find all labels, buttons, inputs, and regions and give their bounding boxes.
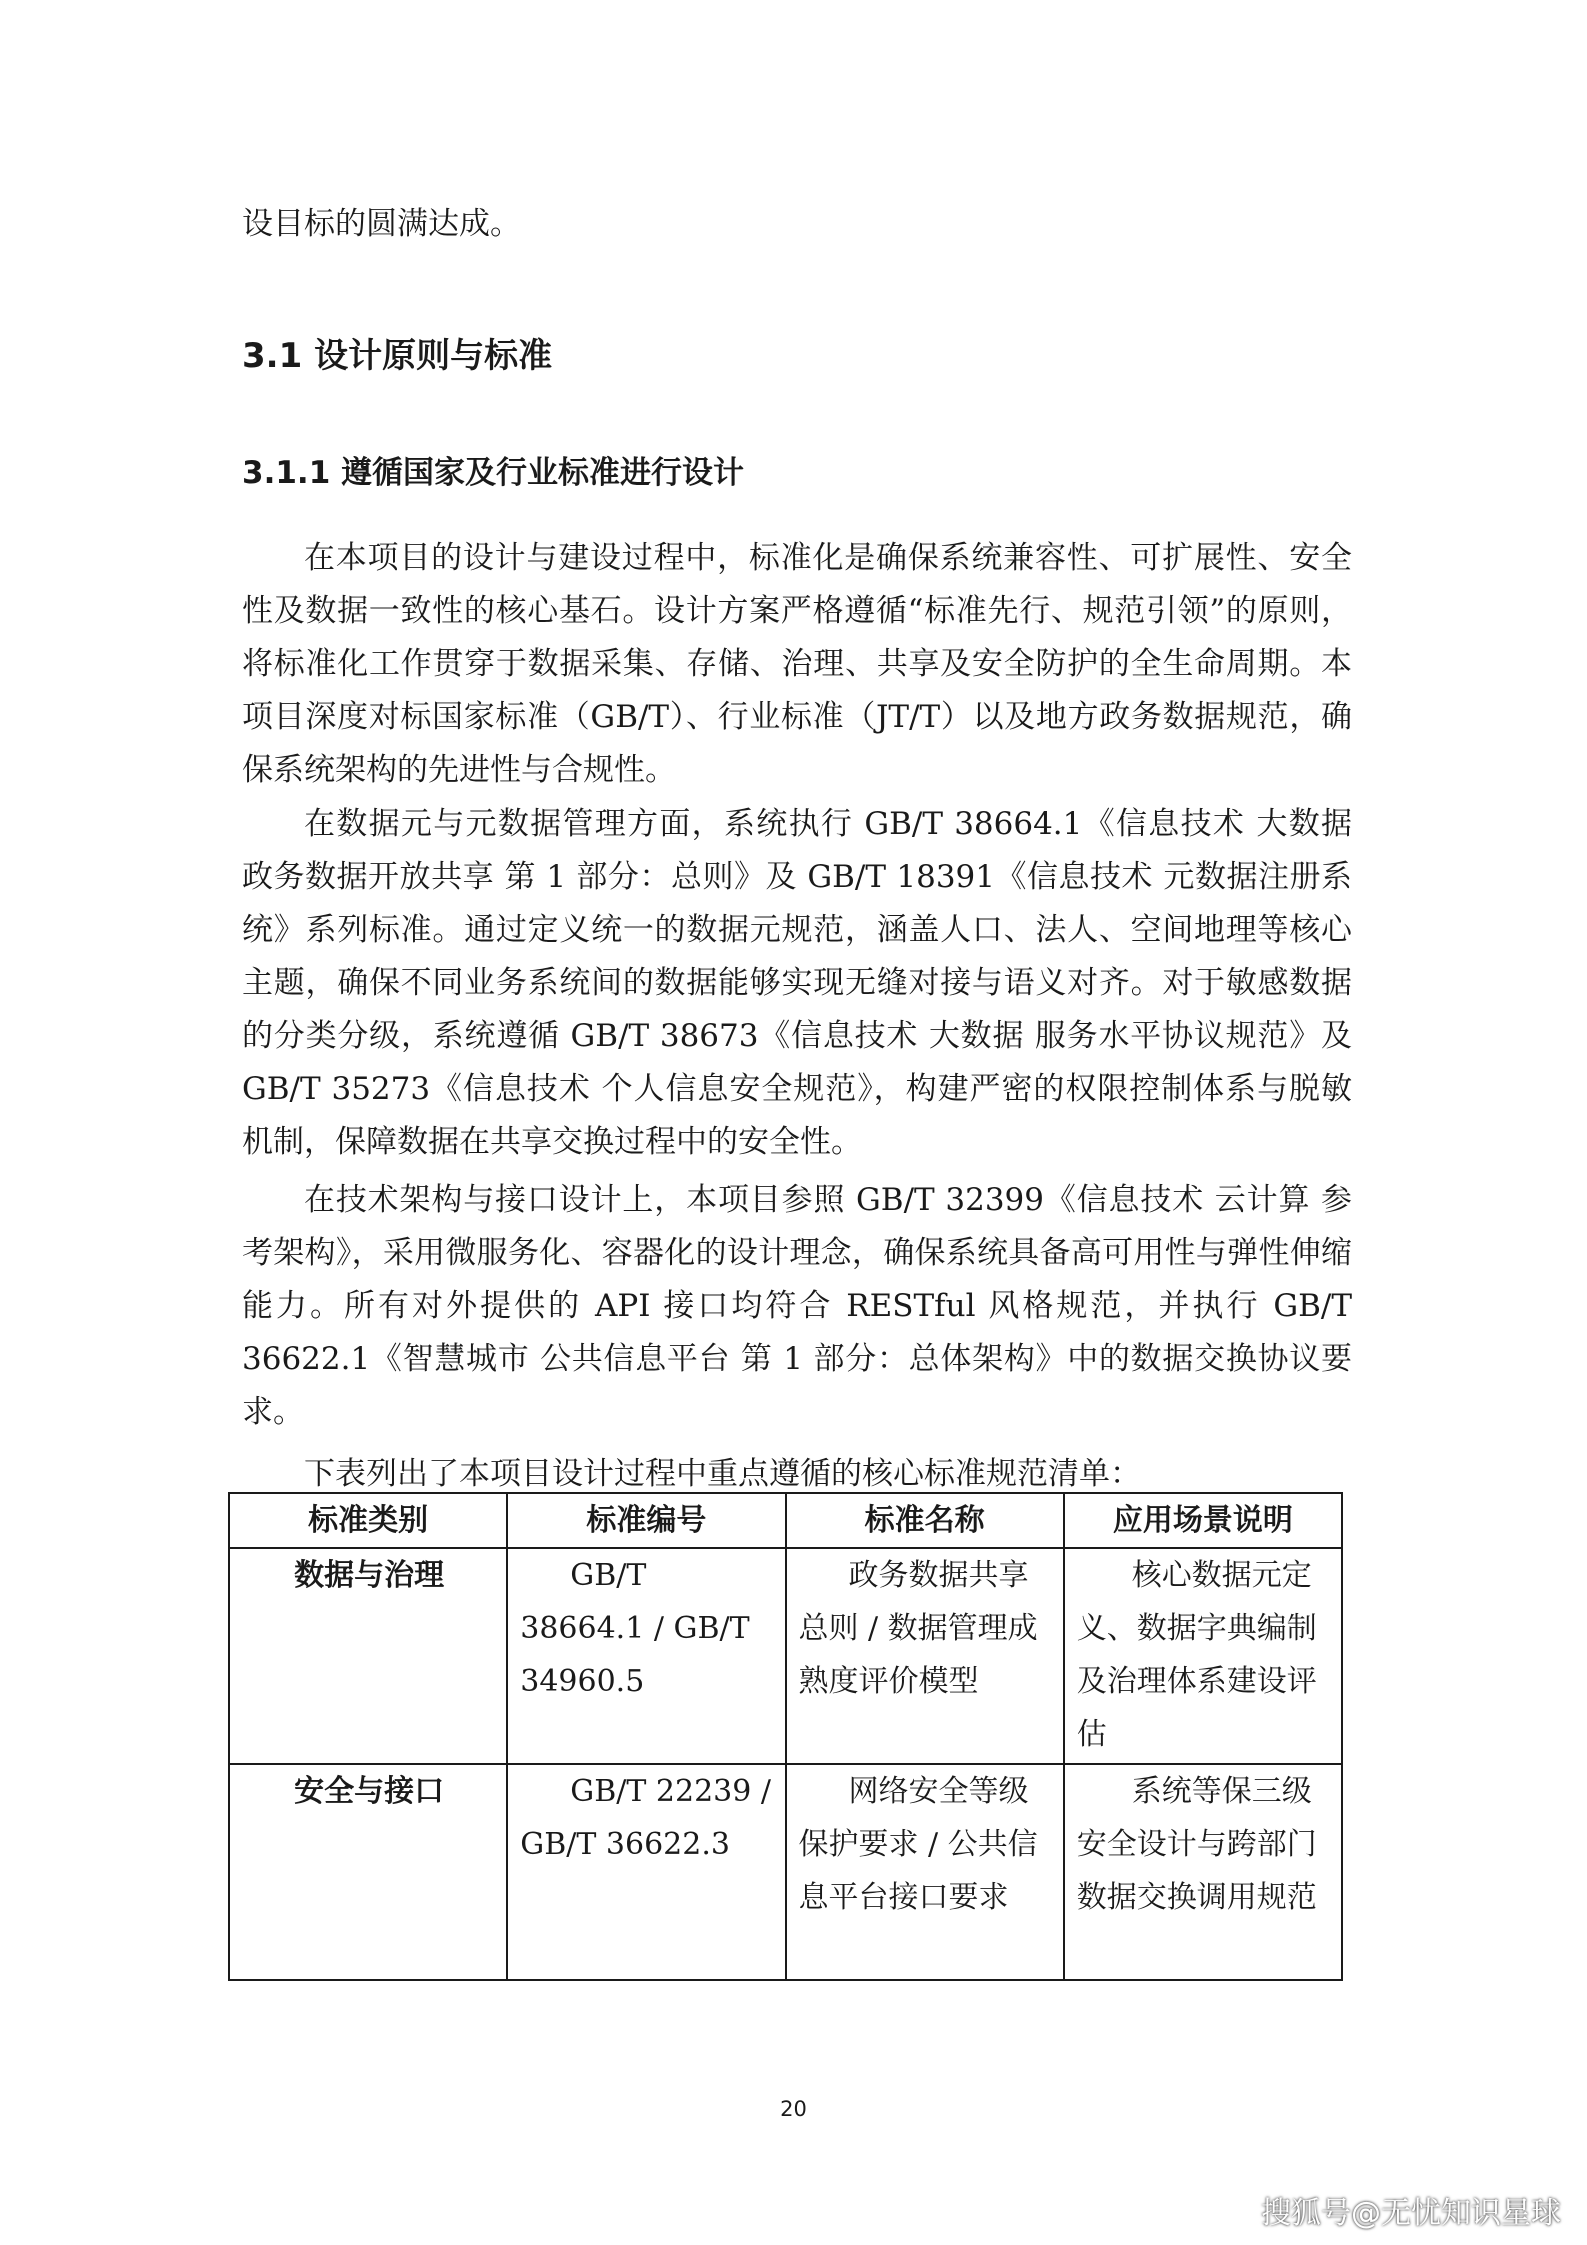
paragraph-3: 在技术架构与接口设计上，本项目参照 GB/T 32399《信息技术 云计算 参考架构》，采用微服务化、容器化的设计理念，确保系统具备高可用性与弹性伸缩能力。所有对外提供的 API 接口均符合 RESTful 风格规范，并执行 GB/T 36622.1《智慧城市 公共信息平台 第 1 部分：总体架构》中的数据交换协议要求。 [242,1182,1352,1430]
table-row [229,1764,1342,1980]
cell-code: GB/T 38664.1 / GB/T 34960.5 [507,1548,785,1764]
page-number: 20 [780,2097,807,2121]
table-caption: 下表列出了本项目设计过程中重点遵循的核心标准规范清单： [304,1456,1141,1492]
header-name: 标准名称 [786,1493,1064,1548]
standards-table [228,1492,1343,1981]
cell-category: 数据与治理 [229,1548,507,1764]
header-code: 标准编号 [507,1493,785,1548]
header-category: 标准类别 [229,1493,507,1548]
section-heading: 3.1 设计原则与标准 [242,336,553,376]
cell-category: 安全与接口 [229,1764,507,1980]
paragraph-2: 在数据元与元数据管理方面，系统执行 GB/T 38664.1《信息技术 大数据 政务数据开放共享 第 1 部分：总则》及 GB/T 18391《信息技术 元数据注册系统》系列标准。通过定义统一的数据元规范，涵盖人口、法人、空间地理等核心主题，确保不同业务系统间的数据能够实现无缝对接与语义对齐。对于敏感数据的分类分级，系统遵循 GB/T 38673《信息技术 大数据 服务水平协议规范》及 GB/T 35273《信息技术 个人信息安全规范》，构建严密的权限控制体系与脱敏机制，保障数据在共享交换过程中的安全性。 [242,806,1352,1160]
paragraph-1: 在本项目的设计与建设过程中，标准化是确保系统兼容性、可扩展性、安全性及数据一致性的核心基石。设计方案严格遵循“标准先行、规范引领”的原则，将标准化工作贯穿于数据采集、存储、治理、共享及安全防护的全生命周期。本项目深度对标国家标准（GB/T）、行业标准（JT/T）以及地方政务数据规范，确保系统架构的先进性与合规性。 [242,540,1352,788]
cell-scenario: 系统等保三级安全设计与跨部门数据交换调用规范 [1064,1764,1342,1980]
cell-name: 网络安全等级保护要求 / 公共信息平台接口要求 [786,1764,1064,1980]
cell-scenario: 核心数据元定义、数据字典编制及治理体系建设评估 [1064,1548,1342,1764]
cell-code: GB/T 22239 / GB/T 36622.3 [507,1764,785,1980]
continuation-text: 设目标的圆满达成。 [242,206,521,242]
cell-name: 政务数据共享总则 / 数据管理成熟度评价模型 [786,1548,1064,1764]
subsection-heading: 3.1.1 遵循国家及行业标准进行设计 [242,455,745,491]
table-header-row [229,1493,1342,1548]
table-row [229,1548,1342,1764]
watermark: 搜狐号@无忧知识星球 [1261,2196,1561,2231]
header-scenario: 应用场景说明 [1064,1493,1342,1548]
